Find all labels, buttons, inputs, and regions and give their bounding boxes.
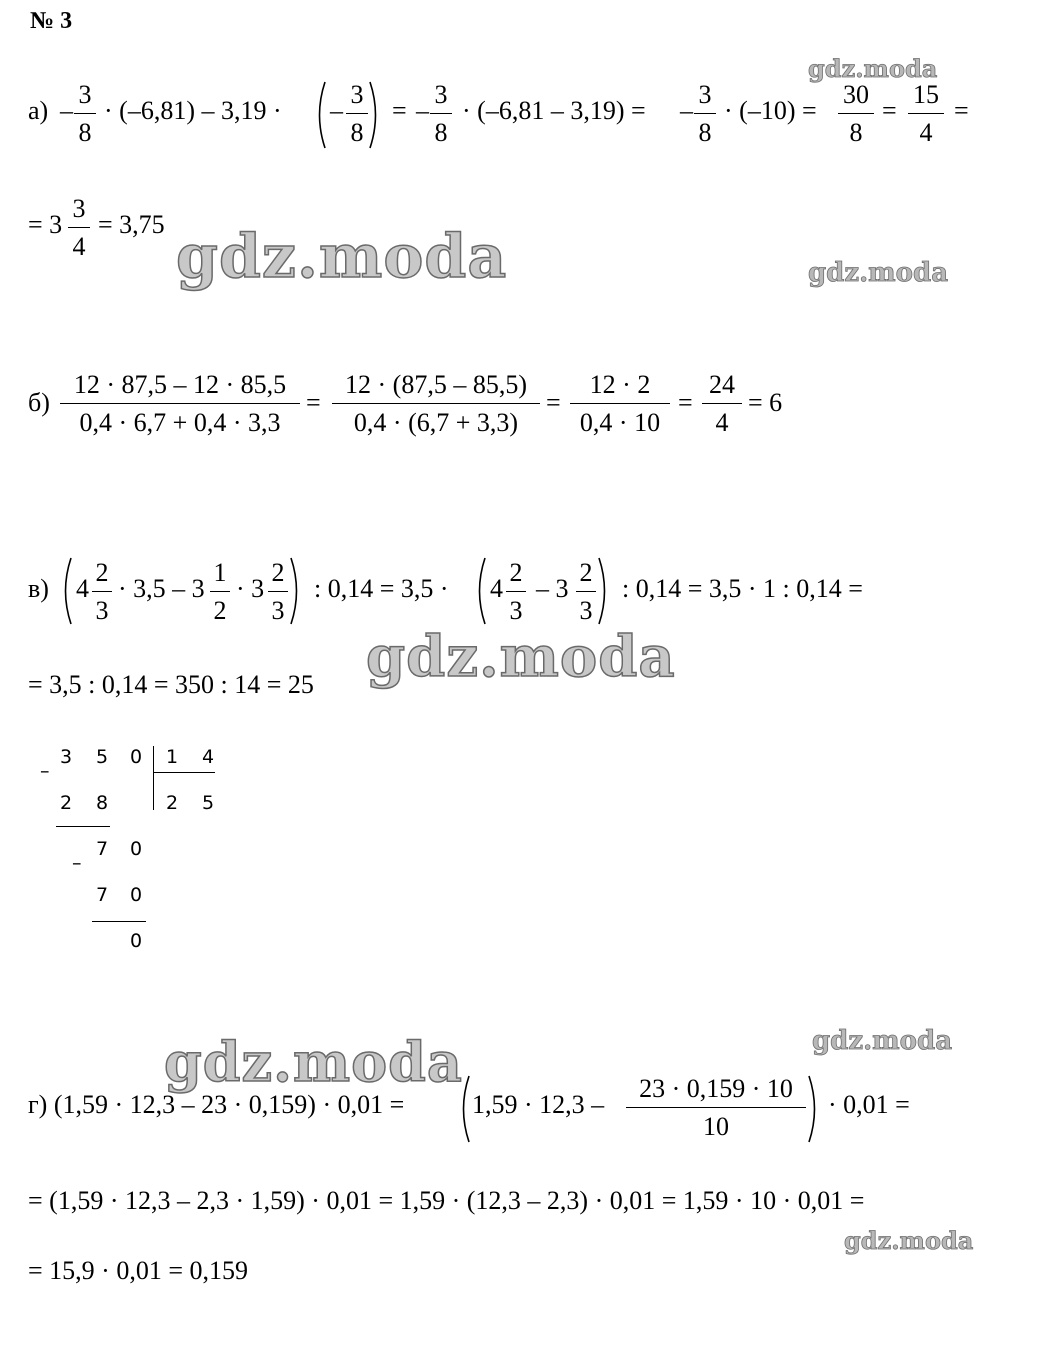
- equals-sign: =: [954, 96, 969, 125]
- watermark: gdz.moda: [808, 258, 949, 288]
- minus-sign: –: [680, 96, 693, 125]
- equals-sign: =: [882, 96, 897, 125]
- fraction: 12 · 2 0,4 · 10: [570, 370, 670, 438]
- division-minus: –: [40, 760, 50, 782]
- result-text: = 3,75: [98, 210, 165, 239]
- division-horizontal-line: [153, 772, 215, 773]
- watermark: gdz.moda: [808, 54, 938, 83]
- fraction: 3 8: [74, 80, 96, 148]
- expression-text: = 3: [28, 210, 63, 239]
- division-horizontal-line: [92, 921, 146, 922]
- whole-number: 4: [490, 574, 503, 603]
- digit: 0: [130, 884, 143, 906]
- watermark: gdz.moda: [176, 222, 508, 292]
- digit: 7: [96, 884, 109, 906]
- right-parenthesis: [367, 80, 383, 150]
- watermark: gdz.moda: [366, 624, 676, 690]
- part-v-label: в): [28, 574, 49, 603]
- division-minus: –: [72, 852, 82, 874]
- division-horizontal-line: [56, 826, 110, 827]
- result-text: = 6: [748, 388, 783, 417]
- watermark: gdz.moda: [844, 1226, 974, 1255]
- minus-sign: –: [416, 96, 429, 125]
- expression-text: · (–6,81 – 3,19) =: [462, 96, 646, 125]
- expression-text: · (–6,81) – 3,19 ·: [104, 96, 282, 125]
- digit: 7: [96, 838, 109, 860]
- digit: 0: [130, 746, 143, 768]
- expression-text: : 0,14 = 3,5 ·: [314, 574, 449, 603]
- watermark: gdz.moda: [164, 1030, 463, 1094]
- left-parenthesis: [312, 80, 328, 150]
- fraction: 3 8: [430, 80, 452, 148]
- digit: 4: [202, 746, 215, 768]
- digit: 2: [166, 792, 179, 814]
- digit: 5: [202, 792, 215, 814]
- expression-text: · 3: [236, 574, 265, 603]
- fraction: 12 · (87,5 – 85,5) 0,4 · (6,7 + 3,3): [332, 370, 540, 438]
- right-parenthesis: [806, 1074, 822, 1144]
- part-b-label: б): [28, 388, 50, 417]
- minus-sign: –: [60, 96, 73, 125]
- expression-text: · 3,5 – 3: [118, 574, 205, 603]
- digit: 0: [130, 930, 143, 952]
- fraction: 1 2: [210, 558, 230, 626]
- fraction: 2 3: [268, 558, 288, 626]
- part-a-label: а): [28, 96, 49, 125]
- division-vertical-line: [153, 746, 154, 810]
- expression-text: · 0,01 =: [828, 1090, 910, 1119]
- fraction: 2 3: [506, 558, 526, 626]
- fraction: 3 8: [346, 80, 368, 148]
- minus-sign: –: [330, 96, 343, 125]
- fraction: 2 3: [576, 558, 596, 626]
- watermark: gdz.moda: [812, 1026, 953, 1056]
- right-parenthesis: [288, 556, 304, 626]
- equals-sign: =: [392, 96, 407, 125]
- left-parenthesis: [58, 556, 74, 626]
- expression-text: = 3,5 : 0,14 = 350 : 14 = 25: [28, 670, 314, 699]
- fraction: 12 · 87,5 – 12 · 85,5 0,4 · 6,7 + 0,4 · 3,3: [60, 370, 300, 438]
- fraction: 24 4: [702, 370, 742, 438]
- left-parenthesis: [472, 556, 488, 626]
- fraction: 23 · 0,159 · 10 10: [626, 1074, 806, 1142]
- equals-sign: =: [678, 388, 693, 417]
- fraction: 3 8: [694, 80, 716, 148]
- digit: 1: [166, 746, 179, 768]
- digit: 2: [60, 792, 73, 814]
- expression-text: 1,59 · 12,3 –: [472, 1090, 605, 1119]
- result-text: = 15,9 · 0,01 = 0,159: [28, 1256, 248, 1285]
- fraction: 30 8: [838, 80, 874, 148]
- equals-sign: =: [306, 388, 321, 417]
- right-parenthesis: [596, 556, 612, 626]
- whole-number: 4: [76, 574, 89, 603]
- digit: 8: [96, 792, 109, 814]
- digit: 0: [130, 838, 143, 860]
- expression-text: г) (1,59 · 12,3 – 23 · 0,159) · 0,01 =: [28, 1090, 405, 1119]
- digit: 3: [60, 746, 73, 768]
- fraction: 3 4: [68, 194, 90, 262]
- problem-number: № 3: [30, 8, 73, 34]
- expression-text: = (1,59 · 12,3 – 2,3 · 1,59) · 0,01 = 1,59 · (12,3 – 2,3) · 0,01 = 1,59 · 10 · 0,01 =: [28, 1186, 865, 1215]
- digit: 5: [96, 746, 109, 768]
- fraction: 15 4: [908, 80, 944, 148]
- expression-text: – 3: [536, 574, 569, 603]
- fraction: 2 3: [92, 558, 112, 626]
- expression-text: : 0,14 = 3,5 · 1 : 0,14 =: [622, 574, 863, 603]
- equals-sign: =: [546, 388, 561, 417]
- expression-text: · (–10) =: [724, 96, 817, 125]
